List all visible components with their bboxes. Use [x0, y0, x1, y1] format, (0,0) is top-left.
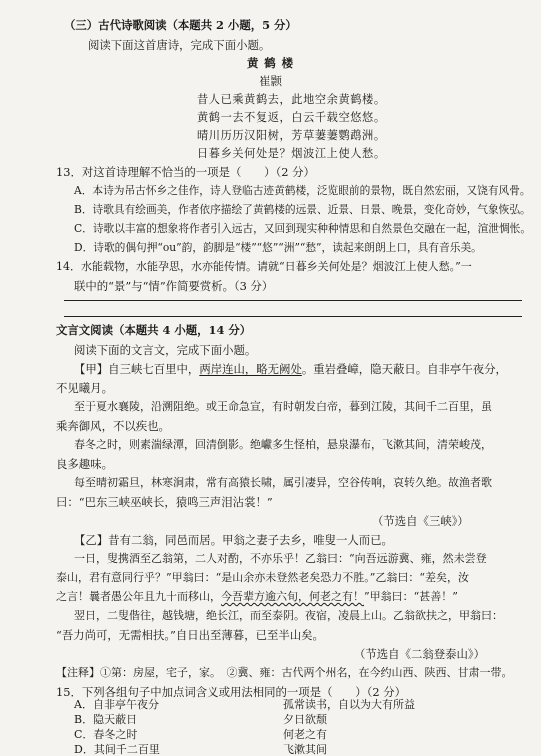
passage-jia-line: 春冬之时，则素湍绿潭，回清倒影。绝巘多生怪柏，悬泉瀑布，飞漱其间，清荣峻茂，: [74, 438, 492, 451]
q15-option-a-right: 孤常读书，自以为大有所益: [283, 698, 415, 711]
prose-section-intro: 阅读下面的文言文，完成下面小题。: [74, 343, 257, 357]
poem-author: 崔颢: [259, 74, 282, 88]
poem-line: 日暮乡关何处是？烟波江上使人愁。: [197, 147, 386, 160]
q15-option-c-left: C．春冬之时: [74, 728, 138, 741]
q14-stem-line2: 联中的“景”与“情”作简要赏析。（3 分）: [74, 279, 274, 293]
q13-option-b: B．诗歌具有绘画美，作者依序描绘了黄鹤楼的远景、近景、日景、晚景，变化奇妙，气象恢弘。: [74, 203, 531, 216]
passage-yi-text: 之言！曩者愚公年且九十而移山，: [56, 590, 221, 603]
passage-yi-text: ”甲翁曰：“甚善！”: [364, 590, 458, 603]
passage-jia-text: 。重岩叠嶂，隐天蔽日。自非亭午夜分，: [301, 362, 507, 376]
q15-option-c-right: 何老之有: [283, 728, 327, 741]
passage-yi-line: “吾力尚可，无需相扶。”自日出至薄暮，已至半山矣。: [56, 628, 324, 642]
q13-option-a: A．本诗为吊古怀乡之佳作，诗人登临古迹黄鹤楼，泛览眼前的景物，既自然宏丽，又饶有风骨。: [74, 184, 531, 197]
q13-stem: 13．对这首诗理解不恰当的一项是（ ）（2 分）: [56, 165, 315, 179]
underlined-sentence: 两岸连山，略无阙处: [199, 362, 302, 376]
passage-jia-line: 至于夏水襄陵，沿溯阻绝。或王命急宣，有时朝发白帝，暮到江陵，其间千二百里，虽: [74, 400, 492, 413]
q13-option-d: D．诗歌的偶句押“ou”韵，韵脚是“楼”“悠”“洲”“愁”，读起来朗朗上口，具有音乐美。: [74, 241, 482, 254]
poem-line: 黄鹤一去不复返，白云千载空悠悠。: [197, 111, 386, 124]
q15-option-d-left: D．其间千二百里: [74, 743, 160, 756]
underlined-sentence: 今吾辈方逾六旬，何老之有！: [221, 590, 364, 603]
passage-yi-line: 泰山，君有意同行乎？”甲翁曰：“是山余亦未登然老矣恐力不胜。”乙翁曰：“差矣，汝: [56, 571, 469, 584]
annotation-note: 【注释】①第：房屋，宅子，家。 ②冀、雍：古代两个州名，在今约山西、陕西、甘肃一带。: [56, 666, 513, 679]
prose-section-heading: 文言文阅读（本题共 4 小题，14 分）: [56, 323, 252, 337]
passage-jia-line: [74, 362, 507, 376]
passage-yi-line: 一日，叟携酒至乙翁第，二人对酌，不亦乐乎！乙翁曰：“向吾远游冀、雍，然未尝登: [74, 552, 487, 565]
answer-line: [64, 316, 522, 317]
poem-line: 晴川历历汉阳树，芳草萋萋鹦鹉洲。: [197, 129, 386, 142]
answer-line: [64, 300, 522, 301]
passage-jia-line: 每至晴初霜旦，林寒涧肃，常有高猿长啸，属引凄异，空谷传响，哀转久绝。故渔者歌: [74, 476, 492, 489]
q15-option-a-left: A．自非亭午夜分: [74, 698, 159, 711]
poem-section-intro: 阅读下面这首唐诗，完成下面小题。: [88, 38, 271, 52]
q15-option-d-right: 飞漱其间: [283, 743, 327, 756]
poem-line: 昔人已乘黄鹤去，此地空余黄鹤楼。: [197, 93, 386, 106]
q14-stem-line1: 14．水能载物，水能孕思，水亦能传情。请就“日暮乡关何处是？烟波江上使人愁。”一: [56, 260, 472, 273]
q15-option-b-right: 夕日欲颓: [283, 713, 327, 726]
passage-jia-line: 不见曦月。: [56, 381, 113, 395]
q13-option-c: C．诗歌以丰富的想象将作者引入远古，又回到现实种种情思和自然景色交融在一起，渲泄惆怅。: [74, 222, 532, 235]
q15-option-b-left: B．隐天蔽日: [74, 713, 138, 726]
passage-jia-line: 良多趣味。: [56, 457, 113, 471]
passage-jia-source: （节选自《三峡》）: [372, 514, 469, 528]
poem-title: 黄 鹤 楼: [246, 56, 295, 70]
passage-jia-line: 曰：“巴东三峡巫峡长，猿鸣三声泪沾裳！”: [56, 495, 273, 509]
passage-yi-source: （节选自《二翁登泰山》）: [354, 647, 485, 661]
passage-jia-line: 乘奔御风，不以疾也。: [56, 419, 170, 433]
poem-section-heading: （三）古代诗歌阅读（本题共 2 小题，5 分）: [64, 18, 297, 32]
passage-jia-text: 【甲】自三峡七百里中，: [74, 362, 200, 376]
q15-stem: 15．下列各组句子中加点词含义或用法相同的一项是（ ）（2 分）: [56, 685, 406, 699]
passage-yi-line: 【乙】昔有二翁，同邑而居。甲翁之妻子去乡，唯叟一人而已。: [74, 533, 393, 547]
passage-yi-line: 翌日，二叟偕往，越钱塘，绝长江，而至泰阴。夜宿，凌晨上山。乙翁欲扶之，甲翁曰：: [74, 609, 503, 622]
passage-yi-line: [56, 590, 458, 604]
